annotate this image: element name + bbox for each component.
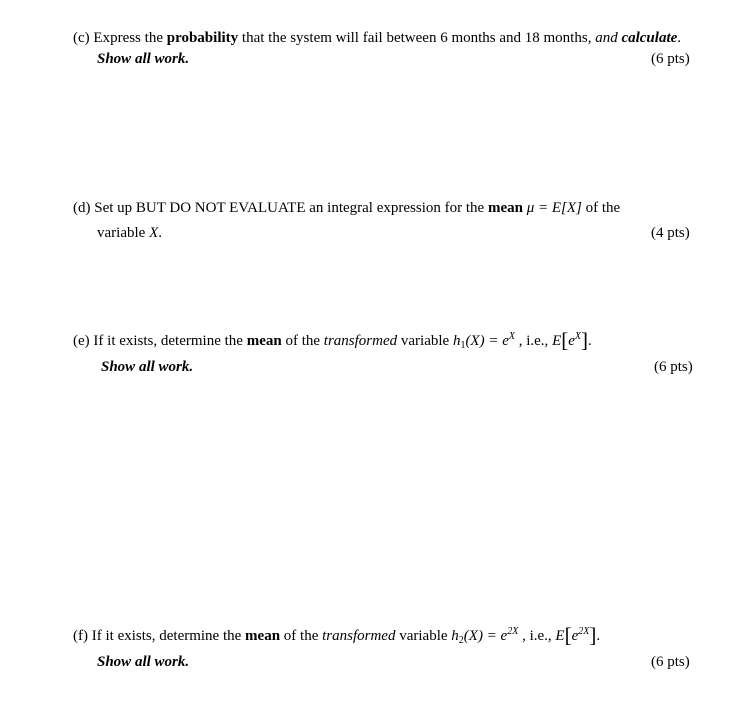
points-e: (6 pts) [654, 359, 693, 375]
points-d: (4 pts) [651, 225, 690, 241]
question-f-text: (f) If it exists, determine the mean of the transformed variable $h_2(X) = e^{2X}$ , i.e., $E[e^{2X}]$. [73, 623, 601, 647]
expectation-expression-f: $E[e^{2X}]$ [555, 623, 597, 647]
question-e-text: (e) If it exists, determine the mean of the transformed variable $h_1(X) = e^X$ , i.e., $E[e^X]$. [73, 328, 592, 352]
question-f-label: (f) [73, 628, 88, 644]
transform-expression-e: $h_1(X) = e^X$ [452, 331, 515, 351]
question-c-text: (c) Express the probability that the system will fail between 6 months and 18 months, and calculate. [73, 30, 682, 46]
points-c: (6 pts) [651, 51, 690, 67]
transform-expression-f: $h_2(X) = e^{2X}$ [451, 626, 519, 646]
question-e-label: (e) [73, 333, 90, 349]
question-d-text: (d) Set up BUT DO NOT EVALUATE an integral expression for the mean μ = E[X] of the [73, 200, 621, 216]
question-c-label: (c) [73, 30, 90, 46]
show-work-e: Show all work. [101, 359, 194, 375]
points-f: (6 pts) [651, 654, 690, 670]
show-work-f: Show all work. [97, 654, 190, 670]
mean-expression: μ = E[X] [526, 200, 582, 216]
question-d-text-2: variable X. [97, 225, 162, 241]
question-d-label: (d) [73, 200, 91, 216]
expectation-expression-e: $E[e^X]$ [552, 328, 589, 352]
show-work-c: Show all work. [97, 51, 190, 67]
